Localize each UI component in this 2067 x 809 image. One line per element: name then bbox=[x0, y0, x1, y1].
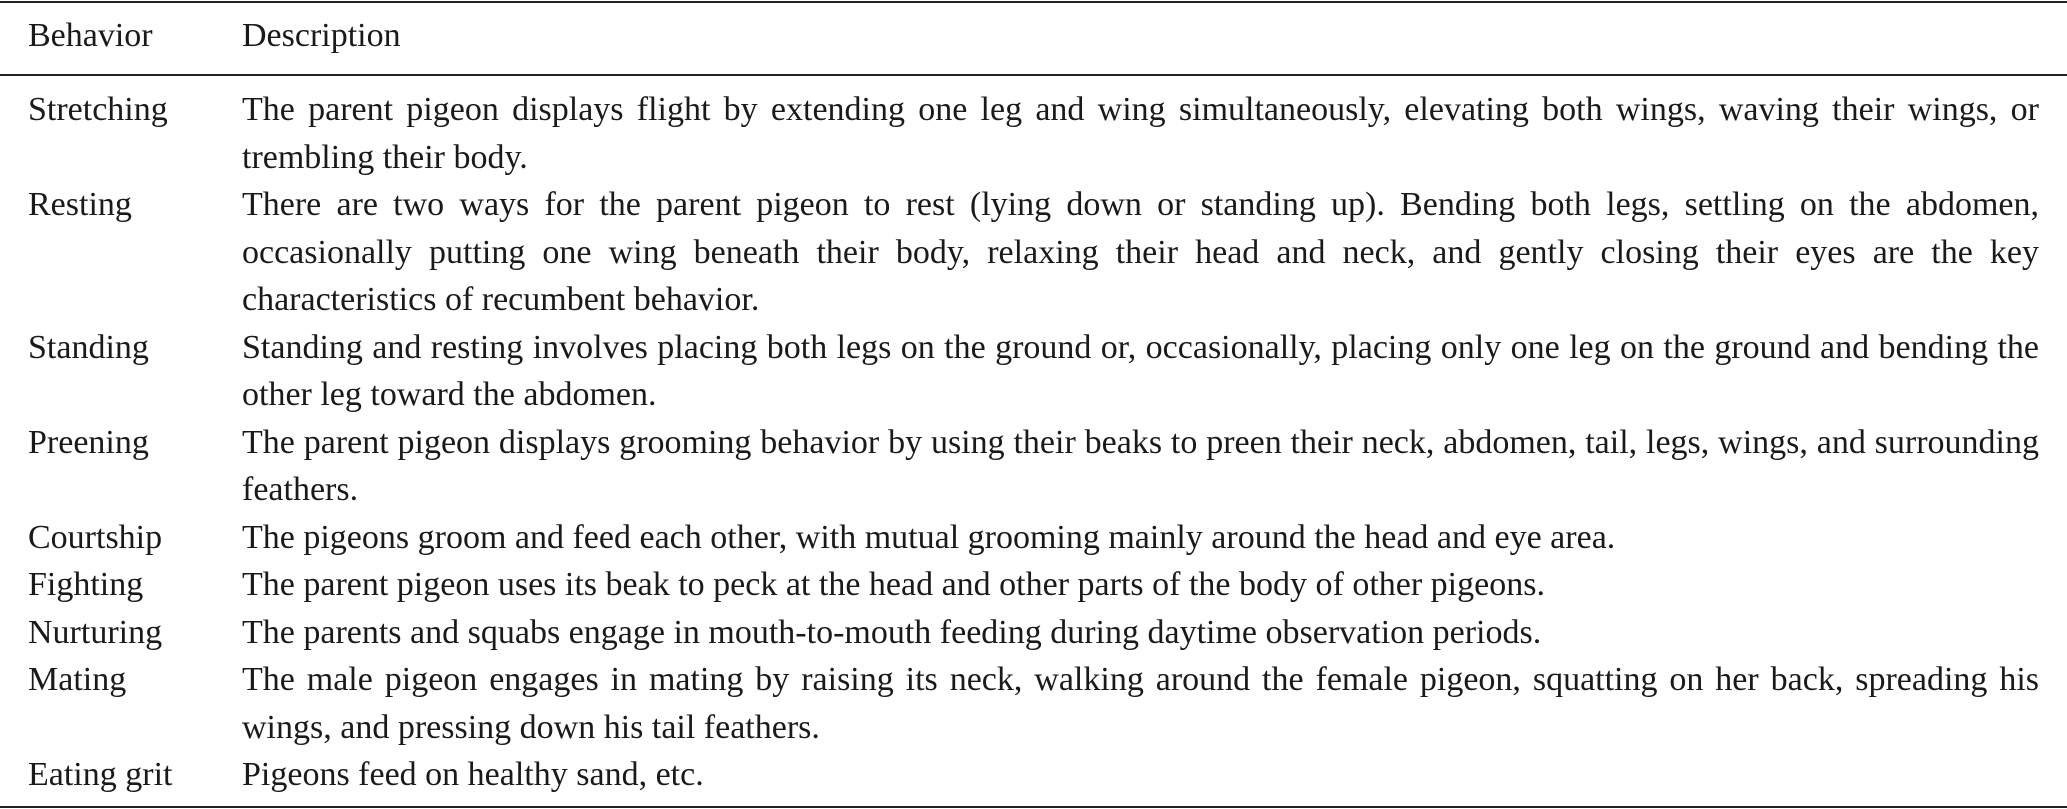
description-cell: The parent pigeon uses its beak to peck at the head and other parts of the body of other pigeons. bbox=[242, 566, 1545, 603]
header-description: Description bbox=[242, 17, 401, 54]
description-cell: Pigeons feed on healthy sand, etc. bbox=[242, 756, 704, 793]
behavior-cell: Eating grit bbox=[28, 756, 173, 793]
behavior-cell: Resting bbox=[28, 186, 132, 223]
behavior-cell: Nurturing bbox=[28, 613, 163, 651]
table-row bbox=[0, 181, 2067, 324]
table-row bbox=[0, 609, 2067, 657]
behavior-cell: Preening bbox=[28, 423, 149, 461]
behavior-cell: Courtship bbox=[28, 518, 163, 556]
description-cell: The pigeons groom and feed each other, with mutual grooming mainly around the head and eye area. bbox=[242, 518, 1616, 556]
table-body bbox=[0, 86, 2067, 799]
table-header bbox=[0, 12, 2067, 60]
table-row bbox=[0, 561, 2067, 609]
behavior-cell: Fighting bbox=[28, 566, 144, 603]
behavior-cell: Standing bbox=[28, 328, 149, 366]
description-cell: The parent pigeon displays grooming behavior by using their beaks to preen their neck, abdomen, tail, legs, wings, and surrounding feathers. bbox=[242, 423, 2039, 508]
table-bottom-rule bbox=[0, 806, 2067, 808]
description-cell: The male pigeon engages in mating by raising its neck, walking around the female pigeon, squatting on her back, spreading his wings, and pressing down his tail feathers. bbox=[242, 661, 2039, 746]
table-row bbox=[0, 751, 2067, 799]
behavior-cell: Mating bbox=[28, 661, 127, 698]
table-header-rule bbox=[0, 74, 2067, 76]
header-behavior: Behavior bbox=[28, 17, 153, 54]
description-cell: Standing and resting involves placing both legs on the ground or, occasionally, placing only one leg on the ground and bending the other leg toward the abdomen. bbox=[242, 328, 2039, 413]
table-row bbox=[0, 324, 2067, 419]
description-cell: There are two ways for the parent pigeon to rest (lying down or standing up). Bending both legs, settling on the abdomen, occasionally putting one wing beneath their body, relaxing their head and neck, and gently closing their eyes are the key characteristics of recumbent behavior. bbox=[242, 186, 2039, 318]
table-top-rule bbox=[0, 1, 2067, 3]
description-cell: The parents and squabs engage in mouth-to-mouth feeding during daytime observation periods. bbox=[242, 613, 1542, 651]
table-row bbox=[0, 419, 2067, 514]
table-row bbox=[0, 514, 2067, 562]
behavior-cell: Stretching bbox=[28, 91, 168, 128]
table-row bbox=[0, 86, 2067, 181]
table-row bbox=[0, 656, 2067, 751]
description-cell: The parent pigeon displays flight by extending one leg and wing simultaneously, elevating both wings, waving their wings, or trembling their body. bbox=[242, 91, 2039, 176]
